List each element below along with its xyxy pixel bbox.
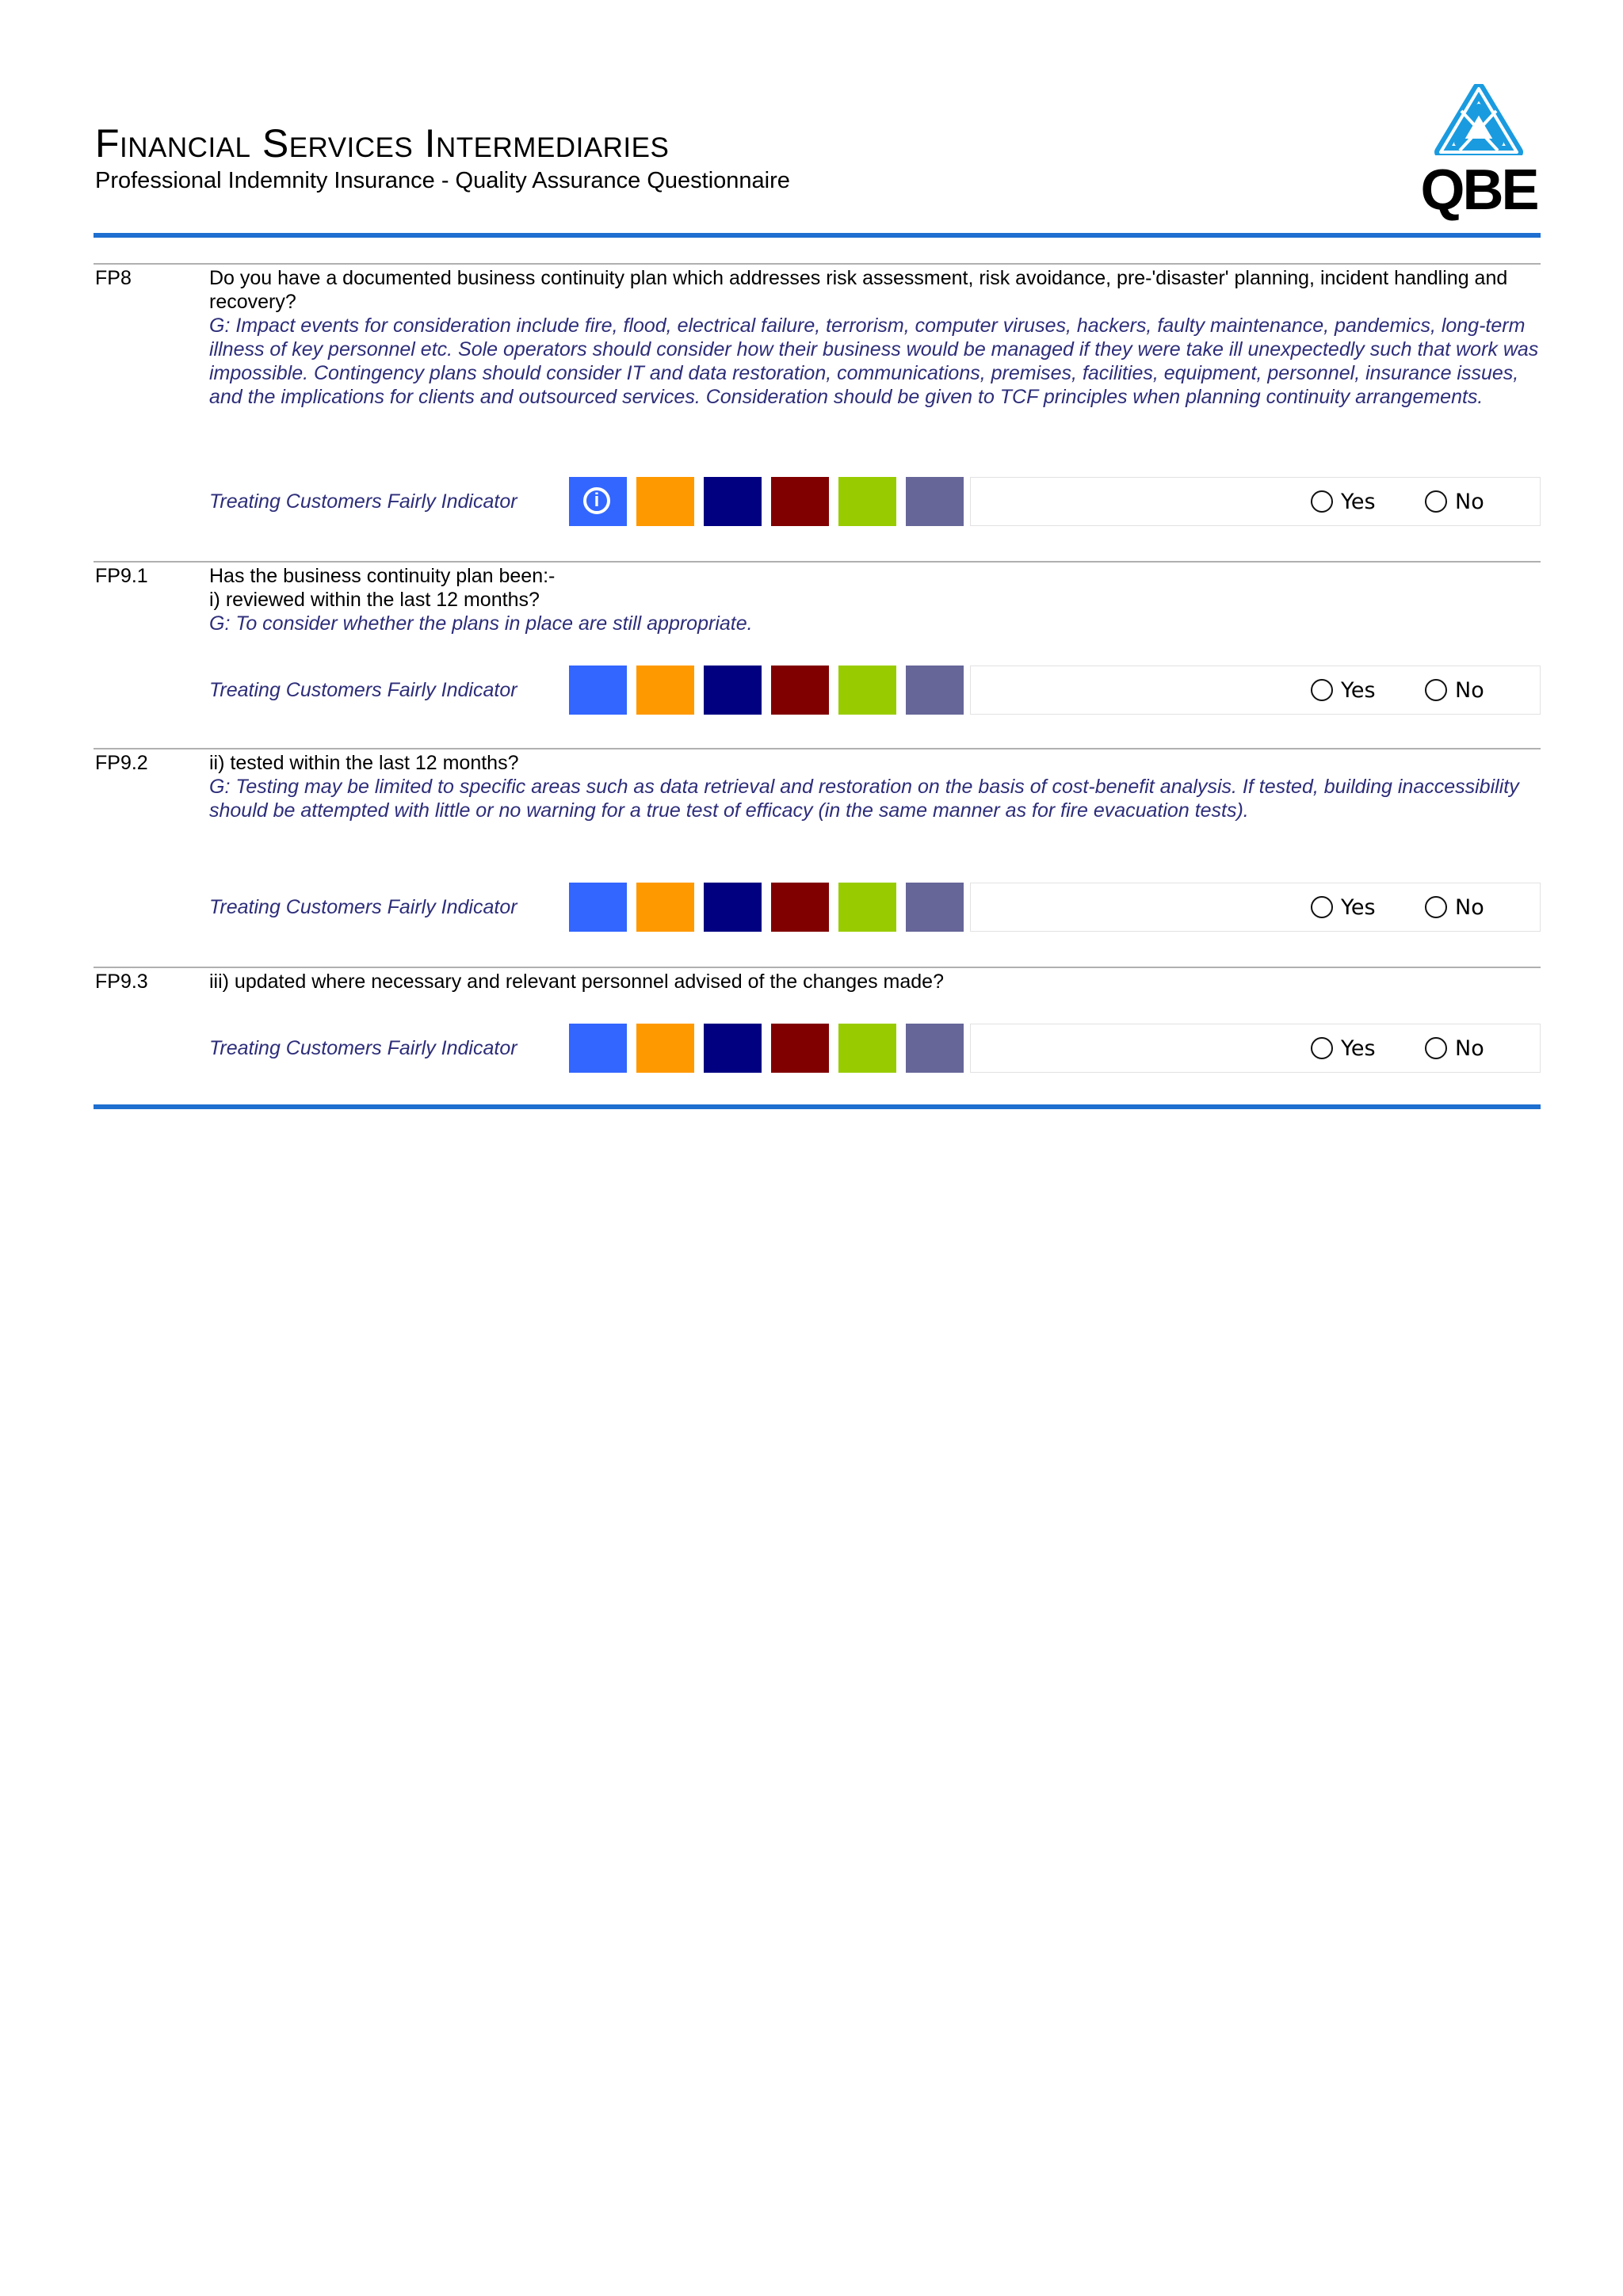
tcf-swatch-navy[interactable] [704, 1024, 762, 1073]
tcf-row [94, 666, 1541, 716]
yes-radio[interactable] [1311, 1037, 1333, 1059]
page-title: Financial Services Intermediaries [95, 121, 670, 166]
tcf-swatch-navy[interactable] [704, 477, 762, 526]
question-divider [94, 967, 1541, 968]
tcf-swatch-orange[interactable] [636, 666, 694, 715]
tcf-swatch-green[interactable] [838, 666, 896, 715]
question-text: iii) updated where necessary and relevant personnel advised of the changes made? [209, 971, 944, 993]
question-text: ii) tested within the last 12 months? [209, 752, 519, 774]
yes-radio[interactable] [1311, 679, 1333, 701]
tcf-swatch-blue[interactable] [569, 1024, 627, 1073]
question-body [209, 970, 1541, 994]
tcf-row [94, 883, 1541, 933]
tcf-swatch-navy[interactable] [704, 883, 762, 932]
tcf-swatch-maroon[interactable] [771, 883, 829, 932]
no-label: No [1455, 1036, 1484, 1061]
qbe-triangle-icon [1420, 84, 1537, 155]
tcf-row [94, 477, 1541, 528]
tcf-swatch-slate[interactable] [906, 1024, 964, 1073]
tcf-swatch-orange[interactable] [636, 477, 694, 526]
tcf-label: Treating Customers Fairly Indicator [209, 490, 517, 513]
tcf-swatch-slate[interactable] [906, 477, 964, 526]
tcf-swatch-orange[interactable] [636, 1024, 694, 1073]
question-guidance: G: Impact events for consideration include fire, flood, electrical failure, terrorism, computer viruses, hackers, faulty maintenance, pandemics, long-term illness of key personnel etc. Sole operators should consider how their business would be managed if they were take ill unexpectedly such that work was impossible. Contingency plans should consider IT and data restoration, communications, premises, facilities, equipment, personnel, insurance issues, and the implications for clients and outsourced services. Consideration should be given to TCF principles when planning continuity arrangements. [209, 315, 1539, 408]
tcf-swatch-green[interactable] [838, 883, 896, 932]
yes-label: Yes [1341, 895, 1376, 920]
tcf-swatch-orange[interactable] [636, 883, 694, 932]
question-divider [94, 561, 1541, 563]
tcf-swatch-maroon[interactable] [771, 1024, 829, 1073]
question-body [209, 751, 1541, 822]
tcf-label: Treating Customers Fairly Indicator [209, 679, 517, 701]
yes-label: Yes [1341, 1036, 1376, 1061]
footer-rule [94, 1104, 1541, 1109]
info-icon: i [583, 487, 610, 514]
qbe-logo-text: QBE [1420, 158, 1537, 222]
question-guidance: G: To consider whether the plans in place are still appropriate. [209, 612, 753, 635]
tcf-label: Treating Customers Fairly Indicator [209, 896, 517, 918]
no-label: No [1455, 678, 1484, 703]
tcf-swatch-green[interactable] [838, 477, 896, 526]
tcf-row [94, 1024, 1541, 1074]
no-radio[interactable] [1425, 679, 1447, 701]
yes-radio[interactable] [1311, 896, 1333, 918]
page-header [95, 119, 1537, 230]
yes-label: Yes [1341, 678, 1376, 703]
header-rule [94, 233, 1541, 238]
tcf-swatch-blue[interactable] [569, 477, 627, 526]
no-radio[interactable] [1425, 1037, 1447, 1059]
tcf-swatch-green[interactable] [838, 1024, 896, 1073]
tcf-swatch-maroon[interactable] [771, 477, 829, 526]
tcf-label: Treating Customers Fairly Indicator [209, 1037, 517, 1059]
qbe-logo [1420, 84, 1537, 222]
tcf-swatch-slate[interactable] [906, 666, 964, 715]
question-body [209, 564, 1541, 635]
tcf-swatch-slate[interactable] [906, 883, 964, 932]
question-id: FP8 [95, 267, 132, 289]
question-text: Do you have a documented business continuity plan which addresses risk assessment, risk avoidance, pre-'disaster' planning, incident handling and recovery? [209, 267, 1508, 313]
yes-radio[interactable] [1311, 490, 1333, 513]
question-id: FP9.2 [95, 752, 148, 774]
tcf-swatch-blue[interactable] [569, 883, 627, 932]
question-guidance: G: Testing may be limited to specific areas such as data retrieval and restoration on the basis of cost-benefit analysis. If tested, building inaccessibility should be attempted with little or no warning for a true test of efficacy (in the same manner as for fire evacuation tests). [209, 776, 1519, 822]
yes-label: Yes [1341, 490, 1376, 514]
question-divider [94, 263, 1541, 265]
tcf-swatch-blue[interactable] [569, 666, 627, 715]
question-id: FP9.1 [95, 565, 148, 587]
question-divider [94, 748, 1541, 749]
no-radio[interactable] [1425, 896, 1447, 918]
question-text: Has the business continuity plan been:- i) reviewed within the last 12 months? [209, 565, 556, 611]
no-label: No [1455, 490, 1484, 514]
tcf-swatch-navy[interactable] [704, 666, 762, 715]
tcf-swatch-maroon[interactable] [771, 666, 829, 715]
question-body [209, 266, 1541, 409]
no-label: No [1455, 895, 1484, 920]
no-radio[interactable] [1425, 490, 1447, 513]
question-id: FP9.3 [95, 971, 148, 993]
page-subtitle: Professional Indemnity Insurance - Quality Assurance Questionnaire [95, 168, 790, 193]
